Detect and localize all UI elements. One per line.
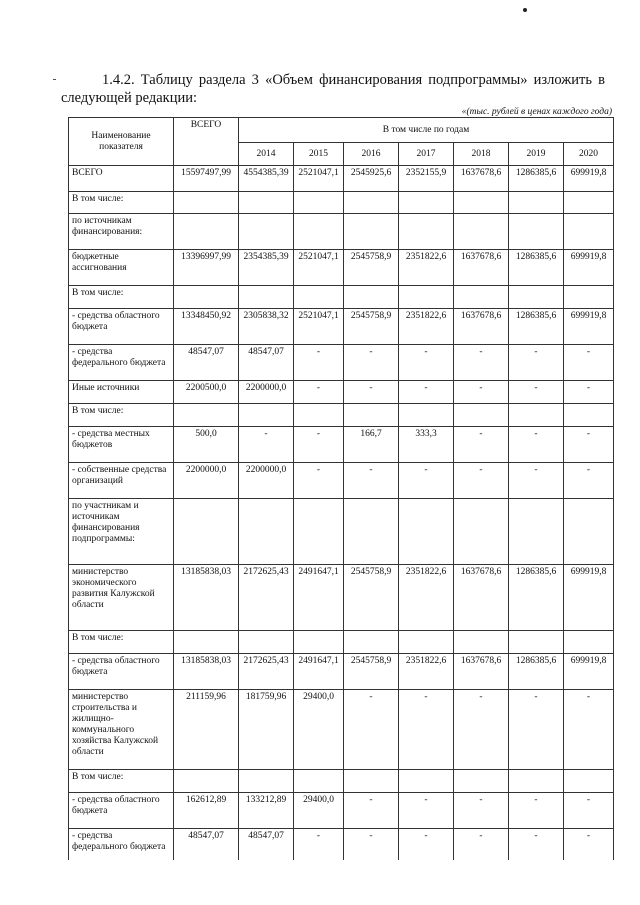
table-row [69,690,614,770]
row-year-value: - [399,345,454,381]
row-year-value: - [399,463,454,499]
header-year: 2016 [344,143,399,166]
row-year-value: 2351822,6 [399,565,454,631]
row-year-value: - [454,829,509,865]
header-row-1 [69,118,614,143]
row-year-value: 2352155,9 [399,166,454,192]
row-year-value [564,770,614,793]
row-year-value: - [294,381,344,404]
row-year-value: 1637678,6 [454,309,509,345]
row-year-value: 2521047,1 [294,309,344,345]
row-year-value [344,214,399,250]
row-year-value [454,499,509,565]
row-label: В том числе: [69,404,174,427]
row-year-value: - [509,793,564,829]
table-row [69,499,614,565]
row-label: по источникам финансирования: [69,214,174,250]
table-row [69,565,614,631]
row-label: бюджетные ассигнования [69,250,174,286]
row-year-value: 133212,89 [239,793,294,829]
row-year-value [294,404,344,427]
row-year-value [239,286,294,309]
row-year-value [399,286,454,309]
row-label: - средства федерального бюджета [69,345,174,381]
row-year-value: - [564,690,614,770]
table-row [69,286,614,309]
row-total: 162612,89 [174,793,239,829]
row-total [174,499,239,565]
units-note: «(тыс. рублей в ценах каждого года) [461,107,612,117]
page-mark-dot [523,8,527,12]
row-label: В том числе: [69,770,174,793]
row-label: министерство экономического развития Калужской области [69,565,174,631]
table-row [69,793,614,829]
row-total: 13396997,99 [174,250,239,286]
row-year-value [509,499,564,565]
row-year-value [564,631,614,654]
row-year-value: 1286385,6 [509,565,564,631]
row-year-value: - [399,829,454,865]
row-year-value [509,631,564,654]
row-year-value [239,631,294,654]
row-year-value: 2351822,6 [399,309,454,345]
row-year-value [454,192,509,214]
row-year-value: 2545758,9 [344,654,399,690]
row-year-value: 1286385,6 [509,250,564,286]
row-year-value: - [344,690,399,770]
row-total [174,192,239,214]
row-year-value: - [564,793,614,829]
row-year-value [564,192,614,214]
table-row [69,214,614,250]
row-year-value: 2172625,43 [239,565,294,631]
row-year-value [454,214,509,250]
table-row [69,250,614,286]
row-total: 48547,07 [174,829,239,865]
table-row [69,463,614,499]
row-label: - средства федерального бюджета [69,829,174,865]
row-year-value [294,286,344,309]
row-label: В том числе: [69,192,174,214]
row-year-value: - [294,463,344,499]
row-year-value: - [399,690,454,770]
row-year-value: 48547,07 [239,345,294,381]
row-year-value: 2545758,9 [344,250,399,286]
header-total: ВСЕГО [174,118,239,166]
row-year-value: - [454,381,509,404]
row-year-value: 2521047,1 [294,250,344,286]
row-total: 13185838,03 [174,654,239,690]
row-year-value [344,192,399,214]
row-year-value: 699919,8 [564,250,614,286]
row-label: - собственные средства организаций [69,463,174,499]
row-year-value [564,499,614,565]
row-year-value [509,770,564,793]
header-years-group: В том числе по годам [239,118,614,143]
row-year-value: 333,3 [399,427,454,463]
row-label: ВСЕГО [69,166,174,192]
row-year-value [454,286,509,309]
table-row [69,192,614,214]
row-year-value: 2545925,6 [344,166,399,192]
row-year-value: - [344,463,399,499]
row-label: министерство строительства и жилищно-коммунального хозяйства Калужской области [69,690,174,770]
row-year-value: - [399,381,454,404]
row-label: Иные источники [69,381,174,404]
row-label: - средства областного бюджета [69,793,174,829]
table-body [69,118,614,889]
row-year-value: 2545758,9 [344,565,399,631]
row-year-value: - [399,793,454,829]
row-year-value: 2491647,1 [294,565,344,631]
page-bottom-cutoff [68,860,614,905]
row-year-value [399,631,454,654]
row-year-value: 1286385,6 [509,309,564,345]
row-year-value [564,404,614,427]
row-year-value: 1286385,6 [509,166,564,192]
row-year-value: 2351822,6 [399,250,454,286]
row-year-value: - [454,793,509,829]
row-year-value [294,770,344,793]
intro-line-1: 1.4.2. Таблицу раздела 3 «Объем финансирования подпрограммы» изложить в [102,72,605,88]
table-row [69,345,614,381]
row-year-value: 2521047,1 [294,166,344,192]
row-year-value: - [344,381,399,404]
row-year-value: 2172625,43 [239,654,294,690]
row-year-value: 4554385,39 [239,166,294,192]
row-year-value [509,404,564,427]
row-year-value [399,404,454,427]
row-year-value: - [564,463,614,499]
table-row [69,427,614,463]
row-year-value [294,499,344,565]
row-year-value [454,770,509,793]
row-total [174,404,239,427]
row-year-value: - [239,427,294,463]
row-total: 211159,96 [174,690,239,770]
row-year-value: 699919,8 [564,309,614,345]
row-year-value: 1637678,6 [454,250,509,286]
row-year-value: - [454,690,509,770]
intro-line-2: следующей редакции: [61,90,198,106]
row-year-value: 699919,8 [564,565,614,631]
row-year-value [509,286,564,309]
header-year: 2019 [509,143,564,166]
row-year-value: - [294,427,344,463]
row-year-value [294,192,344,214]
row-year-value [239,214,294,250]
row-total [174,286,239,309]
row-year-value: 699919,8 [564,654,614,690]
row-year-value: - [564,345,614,381]
row-year-value: 2200000,0 [239,381,294,404]
header-year: 2018 [454,143,509,166]
row-year-value: - [564,829,614,865]
row-total [174,214,239,250]
row-total: 500,0 [174,427,239,463]
financing-table [68,117,614,889]
header-year: 2020 [564,143,614,166]
row-total: 48547,07 [174,345,239,381]
row-year-value [399,770,454,793]
row-label: - средства местных бюджетов [69,427,174,463]
row-year-value [239,499,294,565]
row-total [174,631,239,654]
row-year-value [344,770,399,793]
row-year-value: 2545758,9 [344,309,399,345]
row-year-value: - [454,427,509,463]
row-year-value [564,286,614,309]
row-year-value [509,214,564,250]
table-row [69,770,614,793]
table-row [69,404,614,427]
row-year-value: - [509,690,564,770]
row-label: - средства областного бюджета [69,654,174,690]
row-total: 15597497,99 [174,166,239,192]
row-label: В том числе: [69,631,174,654]
row-year-value: - [564,427,614,463]
row-year-value: - [509,427,564,463]
header-year: 2015 [294,143,344,166]
table-row [69,166,614,192]
row-year-value [399,499,454,565]
row-year-value: - [454,463,509,499]
row-total: 13185838,03 [174,565,239,631]
row-year-value: - [509,463,564,499]
row-year-value [399,214,454,250]
row-year-value [454,631,509,654]
row-total: 2200000,0 [174,463,239,499]
row-year-value [344,499,399,565]
row-year-value: 699919,8 [564,166,614,192]
row-label: по участникам и источникам финансирования подпрограммы: [69,499,174,565]
row-year-value: 2200000,0 [239,463,294,499]
row-year-value: 1637678,6 [454,654,509,690]
row-year-value: - [564,381,614,404]
header-year: 2014 [239,143,294,166]
row-year-value [509,192,564,214]
row-year-value: - [454,345,509,381]
row-year-value [344,631,399,654]
row-year-value: 1637678,6 [454,565,509,631]
row-year-value [564,214,614,250]
row-total: 2200500,0 [174,381,239,404]
header-year: 2017 [399,143,454,166]
row-total: 13348450,92 [174,309,239,345]
row-year-value: 166,7 [344,427,399,463]
row-year-value [399,192,454,214]
row-year-value [344,404,399,427]
row-total [174,770,239,793]
row-year-value: 2354385,39 [239,250,294,286]
row-year-value [294,214,344,250]
table-row [69,631,614,654]
row-year-value: - [294,345,344,381]
row-year-value: 2305838,32 [239,309,294,345]
row-label: - средства областного бюджета [69,309,174,345]
row-year-value: - [509,345,564,381]
table-row [69,381,614,404]
margin-mark [53,79,56,80]
row-year-value: - [344,793,399,829]
row-label: В том числе: [69,286,174,309]
row-year-value: - [509,829,564,865]
row-year-value: 48547,07 [239,829,294,865]
intro-paragraph [61,71,605,107]
row-year-value: - [294,829,344,865]
row-year-value: - [344,829,399,865]
row-year-value: 2491647,1 [294,654,344,690]
row-year-value: - [509,381,564,404]
header-name: Наименование показателя [69,118,174,166]
row-year-value [294,631,344,654]
row-year-value: - [344,345,399,381]
row-year-value: 1286385,6 [509,654,564,690]
row-year-value: 29400,0 [294,793,344,829]
row-year-value: 29400,0 [294,690,344,770]
row-year-value [239,770,294,793]
table-row [69,654,614,690]
row-year-value: 181759,96 [239,690,294,770]
row-year-value [239,192,294,214]
row-year-value [239,404,294,427]
table-row [69,309,614,345]
row-year-value: 1637678,6 [454,166,509,192]
row-year-value [344,286,399,309]
row-year-value: 2351822,6 [399,654,454,690]
row-year-value [454,404,509,427]
